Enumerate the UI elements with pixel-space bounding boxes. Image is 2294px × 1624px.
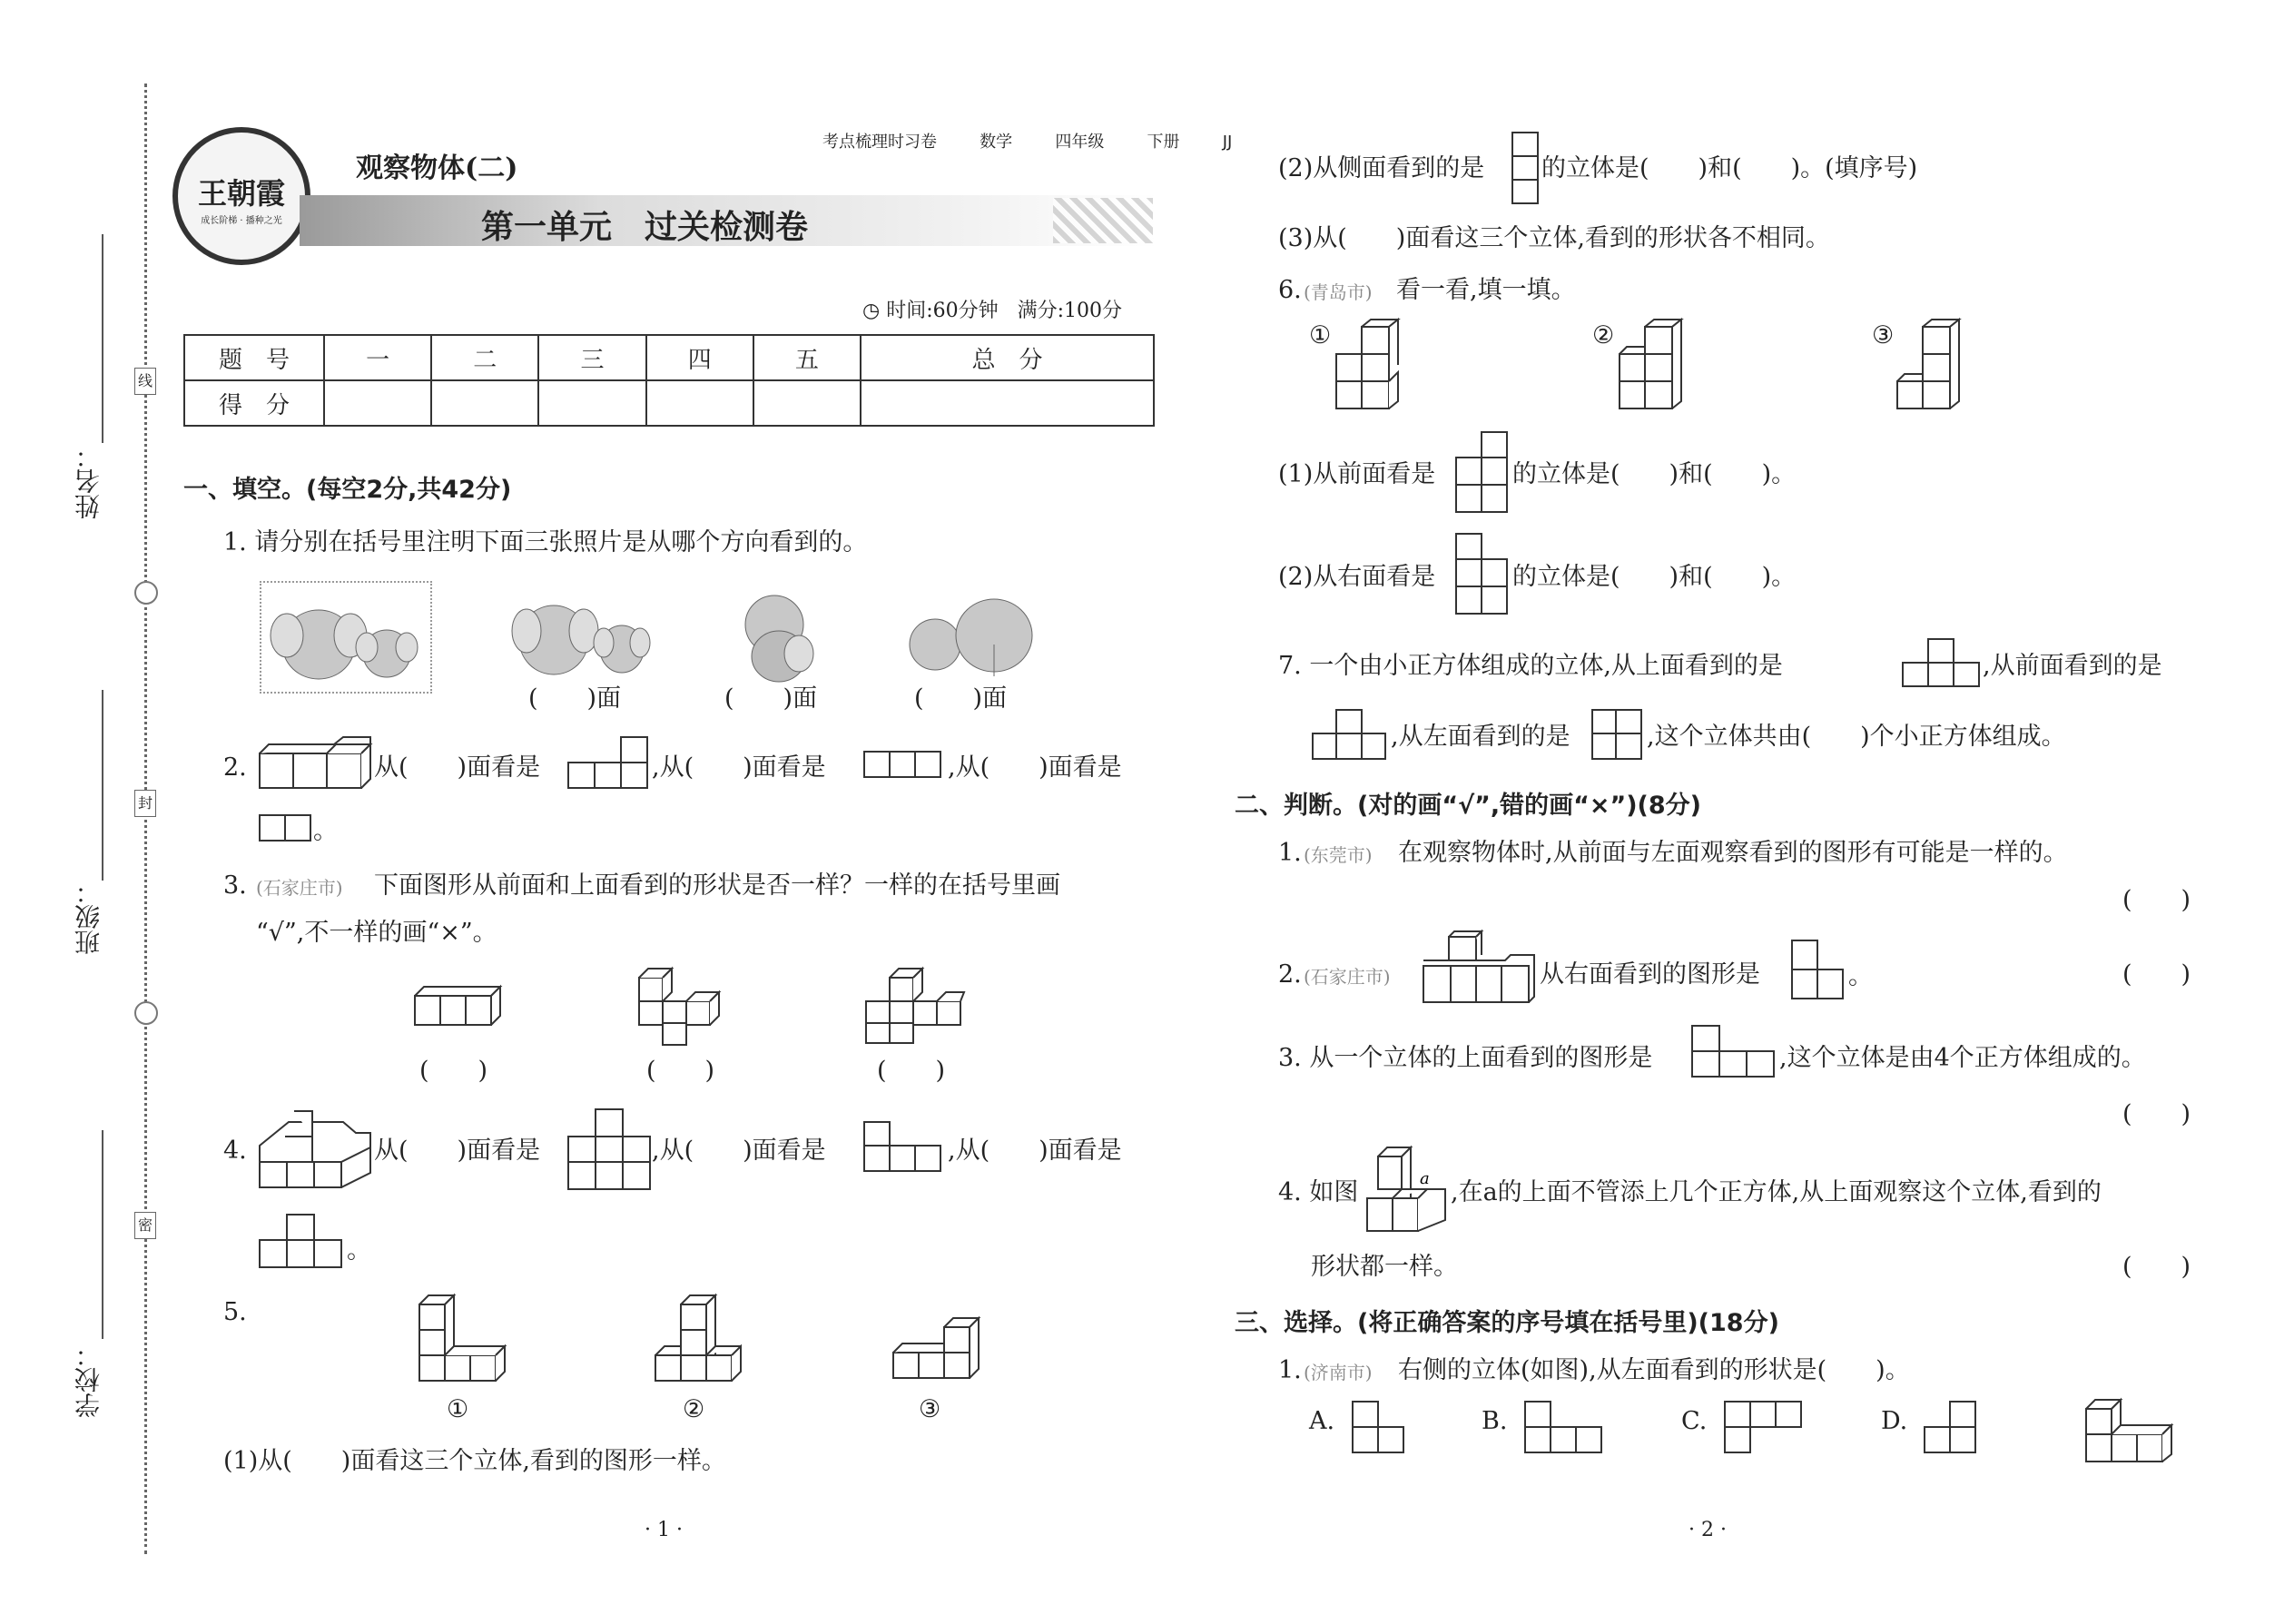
binding-dotted-line <box>144 84 147 1554</box>
q6-figure-2 <box>1618 318 1696 414</box>
s3-q1-num: 1. <box>1278 1356 1302 1384</box>
s3-q1-text: 右侧的立体(如图),从左面看到的形状是( )。 <box>1398 1356 1910 1384</box>
option-c-label[interactable]: C. <box>1681 1407 1708 1435</box>
logo-text: 王朝霞 <box>197 176 285 211</box>
class-label: 班级： <box>74 879 103 955</box>
q4-view-2 <box>862 1120 944 1175</box>
s2-q3-answer[interactable]: ( ) <box>2122 1100 2191 1128</box>
section2-title: 二、判断。(对的画“√”,错的画“×”)(8分) <box>1235 792 1702 820</box>
s2-q3-top-view <box>1690 1024 1777 1080</box>
s2-q1-city: (东莞市) <box>1304 844 1373 866</box>
q3-figure-3 <box>864 967 966 1045</box>
option-b-figure[interactable] <box>1523 1400 1607 1458</box>
q7-left-view <box>1590 708 1647 763</box>
q6-label-1: ① <box>1309 321 1332 349</box>
score-row-label: 得 分 <box>184 380 324 426</box>
s2-q4-a: 4. 如图 <box>1278 1178 1359 1206</box>
q1-answer-1[interactable]: ( )面 <box>528 684 622 713</box>
figure-a-label: a <box>1420 1169 1430 1188</box>
name-underline <box>102 234 103 443</box>
name-label: 姓名： <box>74 443 103 519</box>
q3-figure-2 <box>637 967 728 1047</box>
exam-meta <box>862 295 1122 323</box>
score-cell[interactable] <box>753 380 861 426</box>
seal-mark-seal: 封 <box>134 790 156 817</box>
q6-label-3: ③ <box>1872 321 1895 349</box>
section1-title: 一、填空。(每空2分,共42分) <box>183 476 512 504</box>
score-col-5: 五 <box>753 335 861 380</box>
q5-figure-1 <box>418 1294 512 1384</box>
q6-figure-3 <box>1895 318 1974 414</box>
score-col-4: 四 <box>646 335 753 380</box>
q3-answer-3[interactable]: ( ) <box>877 1057 946 1085</box>
elephants-back-photo <box>903 590 1039 681</box>
header-volume: 下册 <box>1147 133 1180 152</box>
q5-sub3: (3)从( )面看这三个立体,看到的形状各不相同。 <box>1278 224 1830 252</box>
score-table-header-row <box>184 335 1154 380</box>
class-underline <box>102 690 103 881</box>
q5-label-1: ① <box>447 1395 469 1423</box>
header-subject: 数学 <box>980 133 1013 152</box>
scissors-icon <box>134 581 158 605</box>
header-grade: 四年级 <box>1055 133 1105 152</box>
q3-city: (石家庄市) <box>256 877 343 899</box>
s2-q4-b: ,在a的上面不管添上几个正方体,从上面观察这个立体,看到的 <box>1451 1178 2102 1206</box>
q3-answer-1[interactable]: ( ) <box>419 1057 488 1085</box>
q5-label-2: ② <box>683 1395 705 1423</box>
school-underline <box>102 1130 103 1339</box>
s2-q2-end: 。 <box>1848 962 1873 990</box>
header-edition: JJ <box>1222 133 1233 152</box>
score-cell[interactable] <box>538 380 645 426</box>
q4-end: 。 <box>347 1236 371 1265</box>
score-col-2: 二 <box>431 335 538 380</box>
s2-q2-view <box>1790 939 1846 1002</box>
s2-q1-text: 在观察物体时,从前面与左面观察看到的图形有可能是一样的。 <box>1398 839 2068 867</box>
q4-view-1 <box>566 1107 652 1191</box>
page-number-1: · 1 · <box>645 1519 683 1541</box>
q5-figure-3 <box>891 1316 986 1383</box>
q4-num: 4. <box>223 1137 247 1165</box>
score-col-total: 总 分 <box>861 335 1154 380</box>
option-d-label[interactable]: D. <box>1881 1407 1908 1435</box>
score-cell[interactable] <box>431 380 538 426</box>
school-label: 学校： <box>74 1342 103 1418</box>
q6-city: (青岛市) <box>1304 281 1373 303</box>
elephants-front-photo <box>269 595 423 685</box>
q3-figure-1 <box>413 985 504 1027</box>
q2-view-1 <box>566 737 650 792</box>
q2-solid-figure <box>258 737 372 792</box>
q7-a: 7. 一个由小正方体组成的立体,从上面看到的是 <box>1278 652 1783 680</box>
q6-text: 看一看,填一填。 <box>1396 276 1576 304</box>
s2-q2-text: 从右面看到的图形是 <box>1540 960 1760 989</box>
s2-q1-num: 1. <box>1278 839 1302 867</box>
exam-full-score: 满分:100分 <box>1017 300 1123 322</box>
s2-q2-num: 2. <box>1278 960 1302 989</box>
option-d-figure[interactable] <box>1923 1400 1981 1458</box>
lesson-title: 观察物体(二) <box>356 153 518 184</box>
elephants-left-photo <box>513 590 667 681</box>
option-c-figure[interactable] <box>1723 1400 1807 1458</box>
q1-text: 1. 请分别在括号里注明下面三张照片是从哪个方向看到的。 <box>223 528 868 556</box>
q2-part-2: ,从( )面看是 <box>652 753 826 782</box>
s2-q4-c: 形状都一样。 <box>1311 1253 1458 1281</box>
q6-sub1-a: (1)从前面看是 <box>1278 460 1436 488</box>
q2-num: 2. <box>223 753 247 782</box>
score-cell[interactable] <box>861 380 1154 426</box>
q2-view-3 <box>258 813 318 842</box>
q6-sub2-b: 的立体是( )和( )。 <box>1512 563 1797 591</box>
q5-figure-2 <box>654 1294 748 1384</box>
q1-answer-2[interactable]: ( )面 <box>724 684 818 713</box>
exam-time: 时间:60分钟 <box>886 300 999 322</box>
s2-q2-solid-figure <box>1422 930 1538 1006</box>
q7-top-view <box>1901 637 1981 690</box>
scissors-icon <box>134 1001 158 1025</box>
s2-q1-answer[interactable]: ( ) <box>2122 886 2191 914</box>
q6-sub1-b: 的立体是( )和( )。 <box>1512 460 1797 488</box>
q2-part-3: ,从( )面看是 <box>948 753 1122 782</box>
s2-q2-answer[interactable]: ( ) <box>2122 960 2191 989</box>
q5-num: 5. <box>223 1298 247 1326</box>
unit-title: 第一单元 过关检测卷 <box>481 208 809 246</box>
q4-view-3 <box>258 1213 345 1269</box>
q2-end: 。 <box>313 817 338 845</box>
q4-solid-figure <box>258 1109 374 1189</box>
header-book: 考点梳理时习卷 <box>822 133 937 152</box>
q6-right-view <box>1454 532 1511 617</box>
option-b-label[interactable]: B. <box>1482 1407 1508 1435</box>
logo-subtext: 成长阶梯 · 播种之光 <box>201 216 282 226</box>
q3-answer-2[interactable]: ( ) <box>646 1057 715 1085</box>
q5-side-view-figure <box>1511 131 1540 207</box>
clock-icon: ◷ <box>862 300 881 322</box>
section3-title: 三、选择。(将正确答案的序号填在括号里)(18分) <box>1235 1309 1779 1337</box>
q4-part-2: ,从( )面看是 <box>652 1137 826 1165</box>
score-col-label: 题 号 <box>184 335 324 380</box>
q3-num: 3. <box>223 871 247 900</box>
s2-q4-answer[interactable]: ( ) <box>2122 1253 2191 1281</box>
elephants-side-photo <box>733 588 824 688</box>
score-col-1: 一 <box>324 335 431 380</box>
option-a-figure[interactable] <box>1351 1400 1409 1458</box>
q4-part-1: 从( )面看是 <box>374 1137 541 1165</box>
seal-mark-line: 线 <box>134 368 156 395</box>
header-info <box>822 129 1232 153</box>
q3-text2: “√”,不一样的画“×”。 <box>256 919 497 947</box>
q7-front-view <box>1311 708 1389 763</box>
q7-c: ,从左面看到的是 <box>1391 723 1570 751</box>
q6-num: 6. <box>1278 276 1302 304</box>
option-a-label[interactable]: A. <box>1309 1407 1335 1435</box>
q1-answer-3[interactable]: ( )面 <box>914 684 1008 713</box>
s2-q4-figure <box>1365 1146 1449 1235</box>
score-table-score-row <box>184 380 1154 426</box>
s3-q1-solid-figure <box>2084 1398 2184 1474</box>
q3-text: 下面图形从前面和上面看到的形状是否一样？一样的在括号里画 <box>374 871 1060 900</box>
score-cell[interactable] <box>646 380 753 426</box>
q6-label-2: ② <box>1592 321 1615 349</box>
s2-q3-a: 3. 从一个立体的上面看到的图形是 <box>1278 1044 1653 1072</box>
checker-decoration <box>1053 198 1153 243</box>
s2-q2-city: (石家庄市) <box>1304 966 1391 988</box>
s3-q1-city: (济南市) <box>1304 1362 1373 1383</box>
q2-part-1: 从( )面看是 <box>374 753 541 782</box>
q7-b: ,从前面看到的是 <box>1983 652 2162 680</box>
seal-mark-secret: 密 <box>134 1212 156 1239</box>
q6-sub2-a: (2)从右面看是 <box>1278 563 1436 591</box>
q2-view-2 <box>862 750 944 779</box>
q4-part-3: ,从( )面看是 <box>948 1137 1122 1165</box>
q5-label-3: ③ <box>919 1395 941 1423</box>
q5-sub2-b: 的立体是( )和( )。(填序号) <box>1541 154 1918 182</box>
q5-sub2-a: (2)从侧面看到的是 <box>1278 154 1485 182</box>
page-number-2: · 2 · <box>1689 1519 1727 1541</box>
score-cell[interactable] <box>324 380 431 426</box>
s2-q3-b: ,这个立体是由4个正方体组成的。 <box>1779 1044 2146 1072</box>
score-table <box>183 334 1155 427</box>
q5-sub1: (1)从( )面看这三个立体,看到的图形一样。 <box>223 1447 726 1475</box>
q6-figure-1 <box>1334 318 1413 414</box>
score-col-3: 三 <box>538 335 645 380</box>
q7-d: ,这个立体共由( )个小正方体组成。 <box>1647 723 2066 751</box>
brand-logo <box>172 127 310 265</box>
q6-front-view <box>1454 430 1511 516</box>
